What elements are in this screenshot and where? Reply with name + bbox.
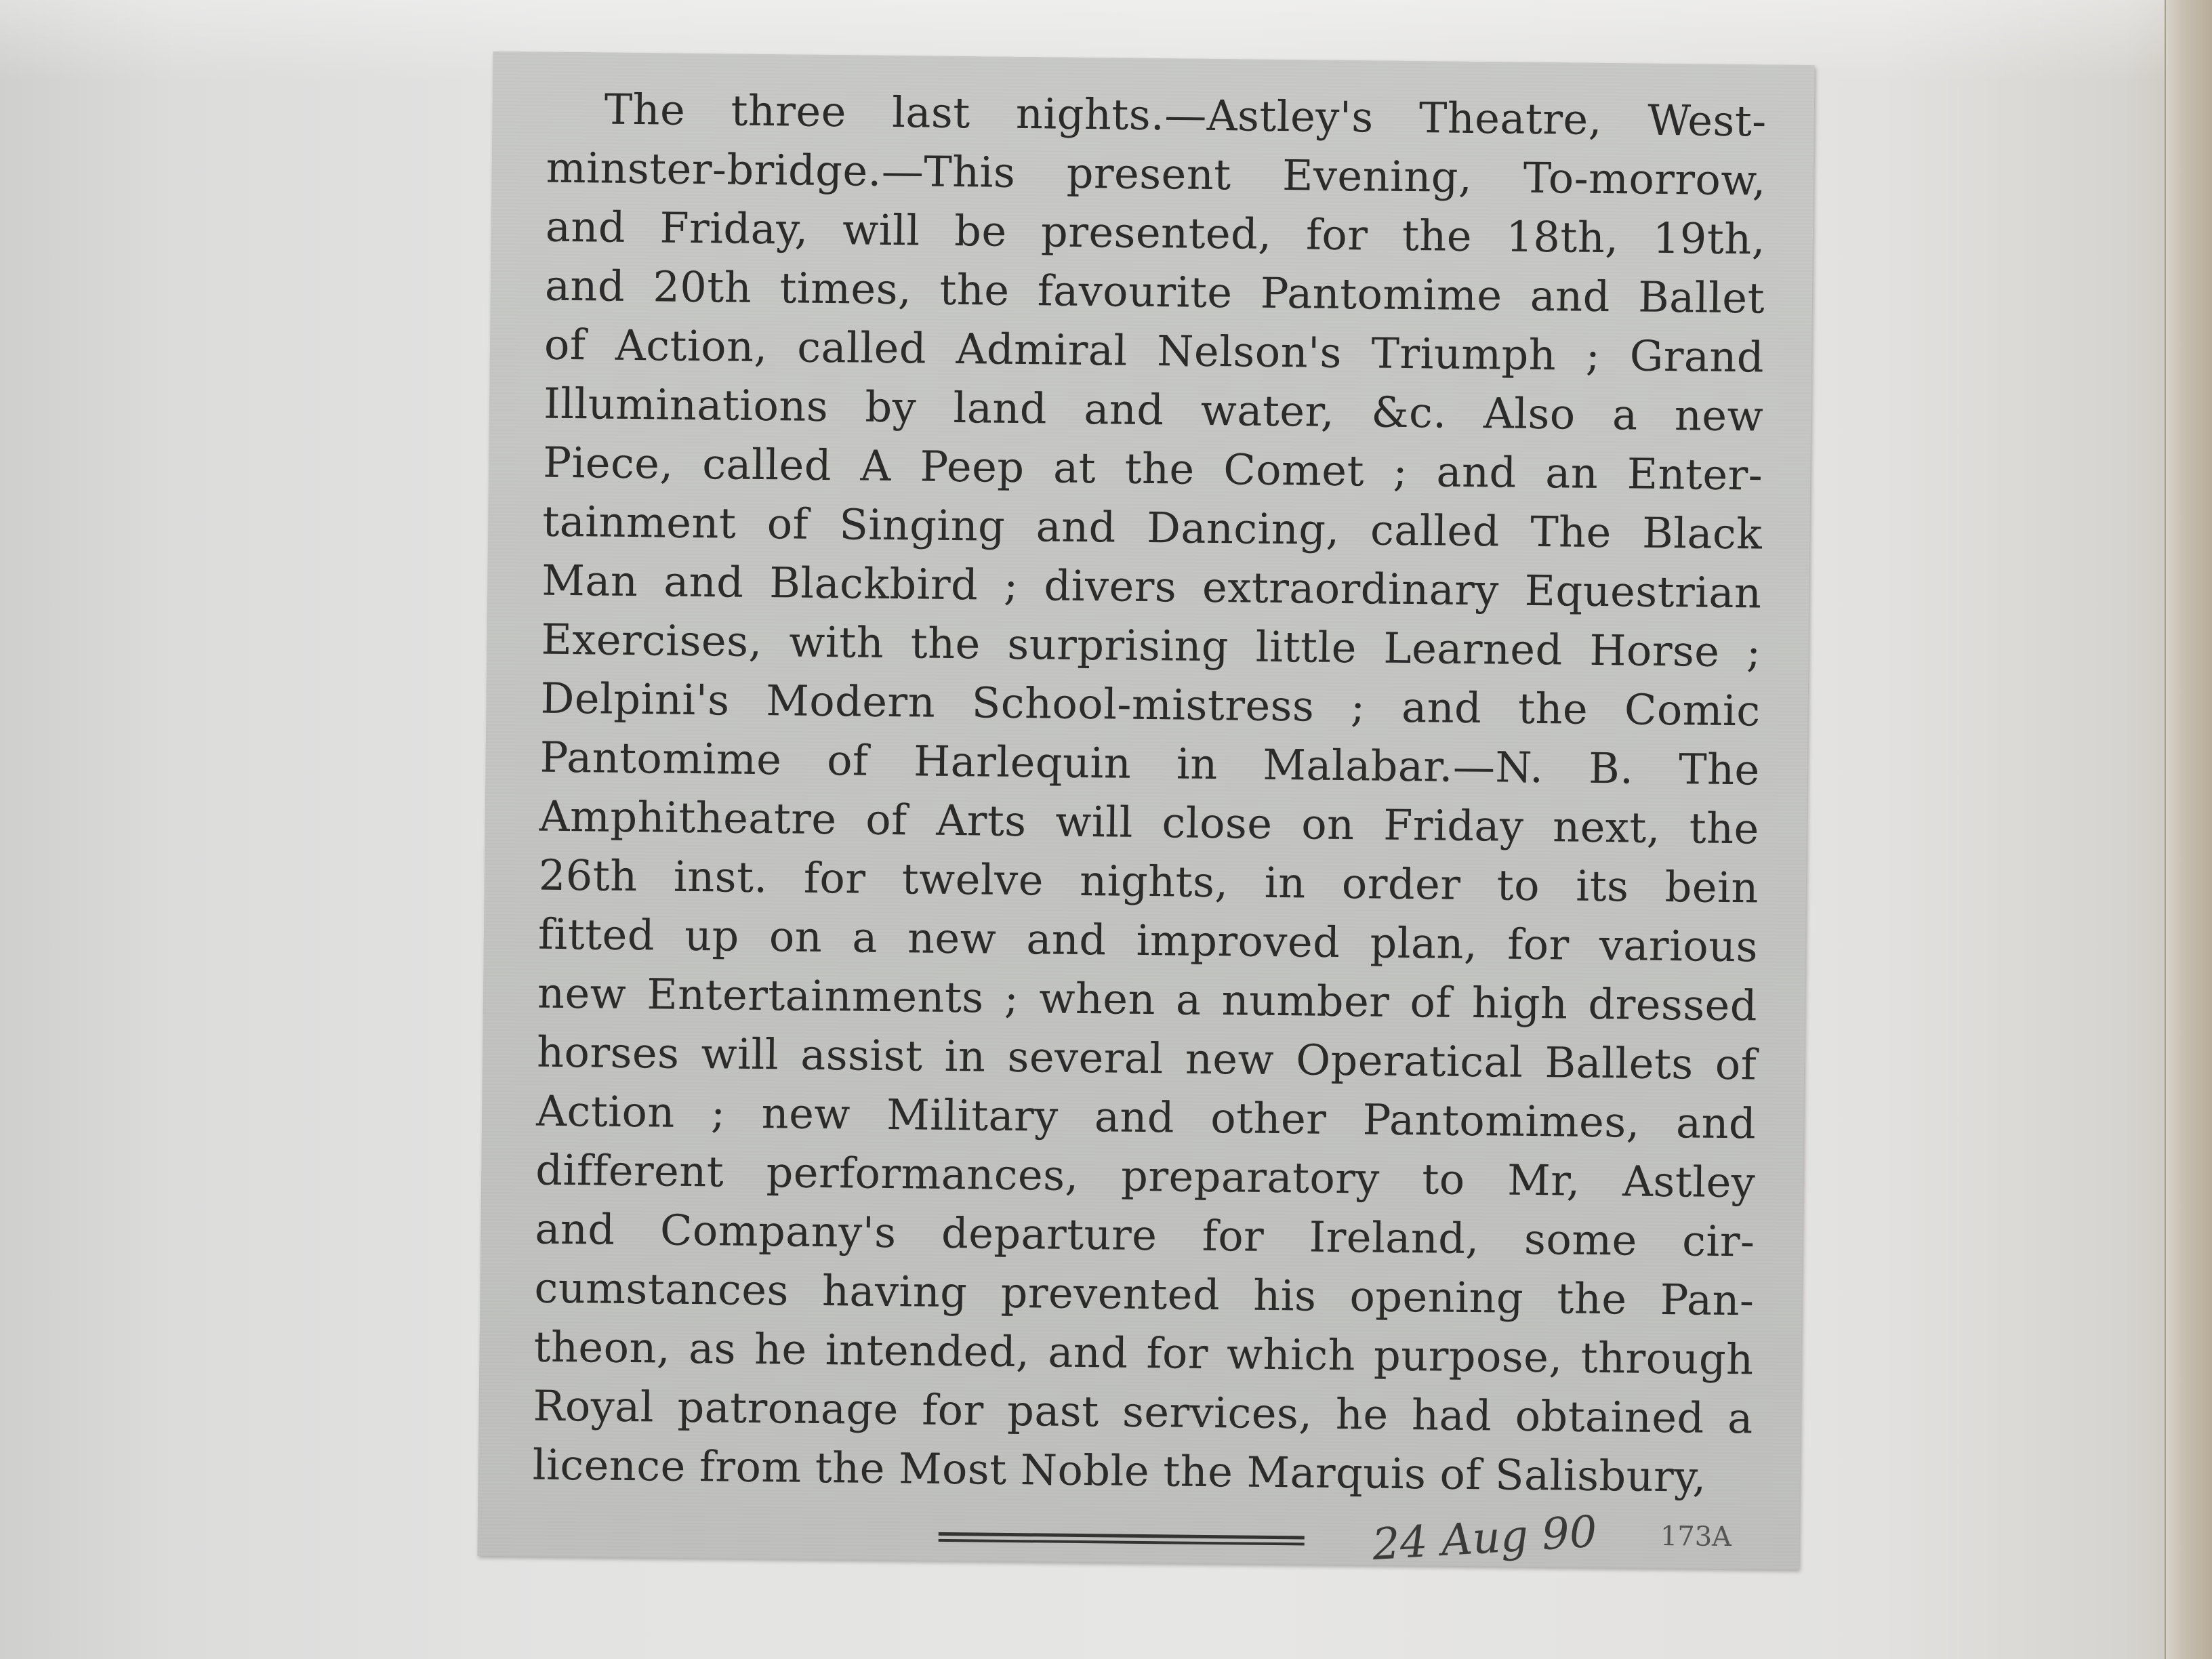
text-line: Illuminations by land and water, &c. Also a new (543, 378, 1764, 441)
text-line: Action ; new Military and other Pantomimes, and (535, 1086, 1757, 1149)
text-line: Amphitheatre of Arts will close on Friday next, the (539, 791, 1760, 854)
book-page-edge (2165, 0, 2212, 1659)
text-line: tainment of Singing and Dancing, called The Black (542, 496, 1763, 559)
text-line: Exercises, with the surprising little Learned Horse ; (541, 614, 1761, 677)
text-line: minster-bridge.—This present Evening, To-morrow, (546, 142, 1767, 205)
text-line: fitted up on a new and improved plan, for various (537, 909, 1759, 972)
text-line: new Entertainments ; when a number of high dressed (537, 968, 1758, 1031)
text-line: theon, as he intended, and for which purpose, through (533, 1322, 1754, 1385)
text-line: and 20th times, the favourite Pantomime and Ballet (544, 260, 1765, 323)
text-line: different performances, preparatory to Mr, Astley (535, 1145, 1756, 1208)
text-line: Delpini's Modern School-mistress ; and the Comic (540, 673, 1761, 736)
newspaper-clipping (477, 52, 1814, 1570)
text-line: Man and Blackbird ; divers extraordinary Equestrian (541, 555, 1762, 618)
text-line: Pantomime of Harlequin in Malabar.—N. B. The (539, 732, 1761, 795)
text-line: horses will assist in several new Operatical Ballets of (536, 1027, 1757, 1090)
text-line: and Friday, will be presented, for the 18th, 19th, (545, 201, 1766, 264)
text-line: The three last nights.—Astley's Theatre, West- (604, 84, 1767, 146)
text-line: licence from the Most Noble the Marquis of Salisbury, (532, 1439, 1707, 1502)
text-line: Royal patronage for past services, he had obtained a (533, 1380, 1754, 1443)
handwritten-date-note: 24 Aug 90 (1370, 1507, 1599, 1571)
catalog-number: 173A (1660, 1521, 1732, 1553)
double-rule-divider (939, 1532, 1305, 1546)
text-line: and Company's departure for Ireland, some cir- (535, 1204, 1755, 1267)
text-line: cumstances having prevented his opening the Pan- (534, 1263, 1755, 1326)
text-line: Piece, called A Peep at the Comet ; and an Enter- (542, 437, 1763, 500)
text-line: of Action, called Admiral Nelson's Triumph ; Grand (544, 319, 1765, 382)
clipping-article-text (532, 79, 1767, 1507)
text-line: 26th inst. for twelve nights, in order to its bein (538, 850, 1759, 913)
